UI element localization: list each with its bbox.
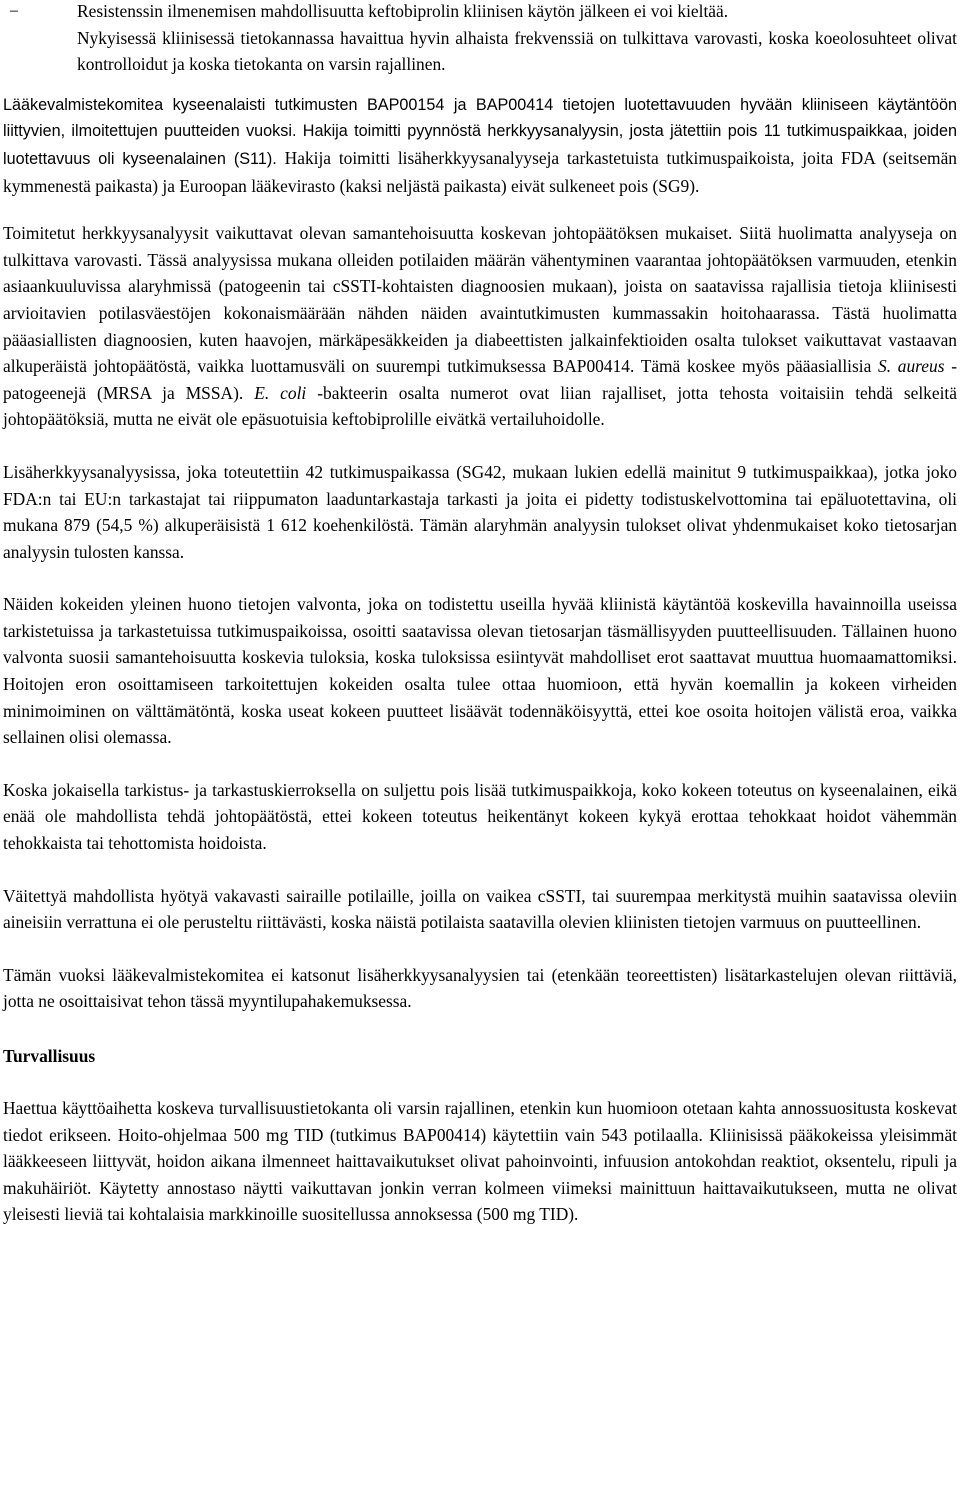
bullet-item (3, 0, 957, 25)
paragraph-conclusion: Tämän vuoksi lääkevalmistekomitea ei katsonut lisäherkkyysanalyysien tai (etenkään teoreettisten) lisätarkastelujen olevan riittäviä, jotta ne osoittaisivat tehon tässä myyntilupahakemuksessa. (3, 964, 957, 1012)
paragraph-reliability-text-a: Lääkevalmistekomitea kyseenalaisti tutkimusten BAP00154 ja BAP00414 tietojen luotettavuuden hyvään kliiniseen käytäntöön liittyvien, ilmoitettujen puutteiden vuoksi. Hakija toimitti pyynnöstä herkkyysanalyysin, josta jätettiin pois 11 tutkimuspaikkaa, joiden luotettavuus oli kyseenalainen (S11). (3, 95, 957, 168)
paragraph-data-monitoring: Näiden kokeiden yleinen huono tietojen valvonta, joka on todistettu useilla hyvää kliinistä käytäntöä koskevilla havainnoilla useissa tarkistetuissa ja tarkastetuissa tutkimuspaikoissa, osoitti saatavissa olevan tietosarjan täsmällisyyden puutteellisuuden. Tällainen huono valvonta suosii samantehoisuutta koskevia tuloksia, koska tuloksissa esiintyvät mahdolliset erot saattavat muuttua huomaamattomiksi. Hoitojen eron osoittamiseen tarkoitettujen kokeiden osalta tulee ottaa huomioon, että hyvän koemallin ja kokeen virheiden minimoiminen on välttämätöntä, koska useat kokeen puutteet lisäävät todennäköisyyttä, ettei koe osoita hoitojen välistä eroa, vaikka sellainen olisi olemassa. (3, 594, 957, 748)
paragraph-safety: Haettua käyttöaihetta koskeva turvallisuustietokanta oli varsin rajallinen, etenkin kun huomioon otetaan kahta annossuositusta koskevat tiedot erikseen. Hoito-ohjelmaa 500 mg TID (tutkimus BAP00414) käytettiin vain 543 potilaalla. Kliinisissä pääkokeissa yleisimmät lääkkeeseen liittyvät, hoidon aikana ilmenneet haittavaikutukset olivat pahoinvointi, infuusion antokohdan reaktiot, oksentelu, ripuli ja makuhäiriöt. Käytetty annostaso näytti vaikuttavan jonkin verran kolmeen viimeksi mainittuun haittavaikutukseen, mutta ne olivat yleisesti lieviä tai kohtalaisia markkinoille suositellussa annoksessa (500 mg TID). (3, 1098, 957, 1225)
paragraph-sensitivity-italic-a: S. aureus (878, 356, 945, 377)
paragraph-sensitivity-text-c: -bakteerin osalta numerot ovat liian rajalliset, jotta tehosta voitaisiin tehdä selkeitä johtopäätöksiä, mutta ne eivät ole epäsuotuisia keftobiprolille eivätkä vertailuhoidolle. (3, 382, 957, 430)
bullet-continuation (3, 25, 957, 78)
paragraph-sensitivity (3, 220, 957, 433)
bullet-first-line: Resistenssin ilmenemisen mahdollisuutta keftobiprolin kliinisen käytön jälkeen ei voi kieltää. (77, 1, 729, 21)
paragraph-sensitivity-text-a: Toimitetut herkkyysanalyysit vaikuttavat olevan samantehoisuutta koskevan johtopäätöksen mukaiset. Siitä huolimatta analyyseja on tulkittava varovasti. Tässä analyysissa mukana olleiden potilaiden määrän vähentyminen vaarantaa johtopäätöksen varmuuden, etenkin asiaankuuluvissa alaryhmissä (patogeenin tai cSSTI-kohtaisten diagnoosien mukaan), joista on saatavissa rajallisia tietoja kliinisesti arvioitavien potilasväestöjen kokonaismäärään nähden näiden avaintutkimusten kummassakin hoitohaarassa. Tästä huolimatta pääasiallisten diagnoosien, kuten haavojen, märkäpesäkkeiden ja diabeettisten jalkainfektioiden osalta tulokset vaikuttavat vastaavan alkuperäistä johtopäätöstä, vaikka luottamusväli on suurempi tutkimuksessa BAP00414. Tämä koskee myös pääasiallisia (3, 223, 957, 377)
bullet-dash: − (9, 1, 19, 21)
paragraph-exclusions: Koska jokaisella tarkistus- ja tarkastuskierroksella on suljettu pois lisää tutkimuspaikkoja, koko kokeen toteutus on kyseenalainen, eikä enää ole mahdollista tehdä johtopäätöstä, ettei kokeen toteutus heikentänyt kokeen kykyä erottaa tehokkaat hoidot vähemmän tehokkaista tai tehottomista hoidoista. (3, 779, 957, 854)
paragraph-benefit: Väitettyä mahdollista hyötyä vakavasti sairaille potilaille, joilla on vaikea cSSTI, tai suurempaa merkitystä muihin saatavissa oleviin aineisiin verrattuna ei ole perusteltu riittävästi, koska näistä potilaista saatavilla olevien kliinisten tietojen varmuus on puutteellinen. (3, 885, 957, 933)
paragraph-sensitivity-italic-b: E. coli (254, 382, 307, 403)
paragraph-additional-analysis: Lisäherkkyysanalyysissa, joka toteutettiin 42 tutkimuspaikassa (SG42, mukaan lukien edellä mainitut 9 tutkimuspaikkaa), jotka joko FDA:n tai EU:n tarkastajat tai riippumaton laaduntarkastaja tarkasti ja joita ei pidetty todistuskelvottomina tai epäluotettavina, oli mukana 879 (54,5 %) alkuperäisistä 1 612 koehenkilöstä. Tämän alaryhmän analyysin tulokset olivat yhdenmukaiset koko tietosarjan analyysin tulosten kanssa. (3, 461, 957, 562)
paragraph-reliability-text-b: Hakija toimitti lisäherkkyysanalyyseja tarkastetuista tutkimuspaikoista, joita FDA (seitsemän kymmenestä paikasta) ja Euroopan lääkevirasto (kaksi neljästä paikasta) eivät sulkeneet pois (SG9). (3, 147, 957, 196)
section-heading-safety: Turvallisuus (3, 1046, 96, 1066)
paragraph-sensitivity-text-b: - patogeenejä (MRSA ja MSSA). (3, 356, 957, 403)
paragraph-reliability (3, 92, 957, 200)
bullet-text: Nykyisessä kliinisessä tietokannassa havaittua hyvin alhaista frekvenssiä on tulkittava varovasti, koska koeolosuhteet olivat kontrolloidut ja koska tietokanta on varsin rajallinen. (77, 27, 957, 75)
